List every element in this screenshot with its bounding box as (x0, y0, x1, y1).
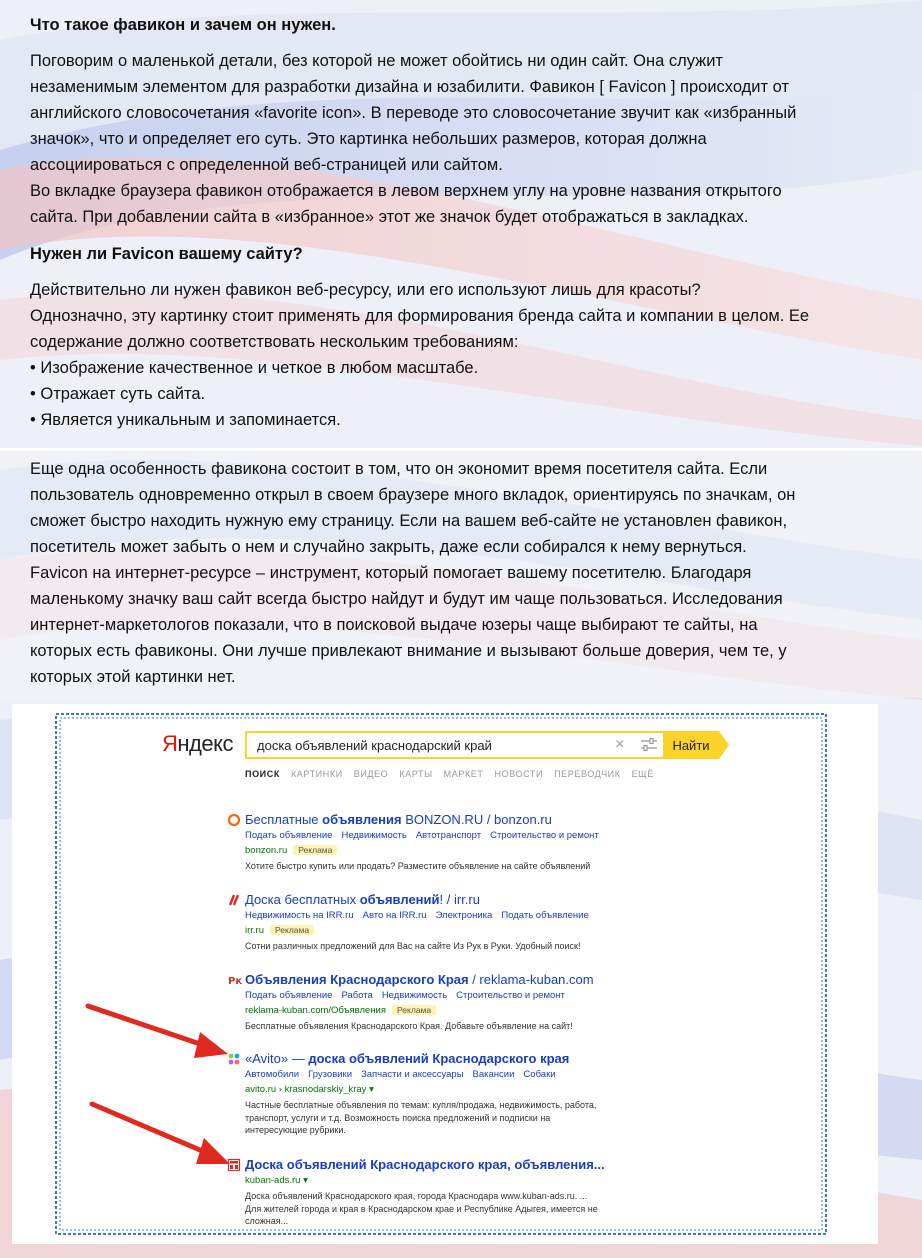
text-line: Favicon на интернет-ресурсе – инструмент, который помогает вашему посетителю. Благодаря (30, 564, 752, 582)
text-line: которых есть фавиконы. Они лучше привлекают внимание и вызывают больше доверия, чем те, у (30, 642, 787, 660)
browser-tab-paragraph (30, 178, 880, 230)
tab-news[interactable]: НОВОСТИ (494, 769, 544, 779)
find-button[interactable]: Найти (663, 731, 719, 759)
heading-what-is-favicon: Что такое фавикон и зачем он нужен. (30, 16, 336, 34)
clear-icon[interactable]: × (615, 736, 625, 753)
bullet-item: • Изображение качественное и четкое в любом масштабе. (30, 359, 479, 377)
result-url[interactable] (245, 1005, 436, 1016)
url-text: reklama-kuban.com/Объявления (245, 1005, 387, 1016)
logo-letter: Я (162, 731, 178, 756)
text-line: незаменимым элементом для разработки дизайна и юзабилити. Фавикон [ Favicon ] происходит от (30, 78, 790, 96)
intro-paragraph (30, 48, 880, 178)
result-title-link[interactable] (245, 972, 594, 987)
result-snippet: Бесплатные объявления Краснодарского Края. Добавьте объявление на сайт! (245, 1021, 573, 1031)
sitelink[interactable]: Недвижимость на IRR.ru (245, 910, 354, 921)
title-part: / reklama-kuban.com (468, 972, 594, 987)
text-line: Поговорим о маленькой детали, без которой не может обойтись ни один сайт. Она служит (30, 52, 723, 70)
url-text: irr.ru (245, 925, 264, 936)
sitelink[interactable]: Подать объявление (245, 990, 333, 1001)
text-line: значок», что и определяет его суть. Это картинка небольших размеров, которая должна (30, 130, 707, 148)
title-part: Доска объявлений Краснодарского края, объявления... (245, 1157, 605, 1172)
sitelinks (245, 910, 598, 921)
sitelink[interactable]: Работа (341, 990, 373, 1001)
url-text: bonzon.ru (245, 845, 288, 856)
sitelink[interactable]: Недвижимость (381, 990, 448, 1001)
text-line: Во вкладке браузера фавикон отображается в левом верхнем углу на уровне названия открытого (30, 182, 782, 200)
red-arrow-pointer (86, 1096, 246, 1176)
title-part: объявления (322, 812, 402, 827)
sitelink[interactable]: Подать объявление (245, 830, 333, 841)
text-line: Однозначно, эту картинку стоит применять для формирования бренда сайта и компании в целом. Ее (30, 307, 810, 325)
find-button-arrow (719, 731, 729, 759)
ad-badge: Реклама (293, 845, 337, 855)
sitelink[interactable]: Электроника (435, 910, 493, 921)
tab-translator[interactable]: ПЕРЕВОДЧИК (554, 769, 621, 779)
section-divider (0, 448, 922, 451)
ad-badge: Реклама (270, 925, 314, 935)
logo-rest: ндекс (177, 731, 233, 756)
svg-text:Рк: Рк (228, 976, 243, 987)
tab-video[interactable]: ВИДЕО (353, 769, 389, 779)
sitelinks (245, 1069, 565, 1080)
title-part: объявлений (359, 892, 440, 907)
heading-need-favicon: Нужен ли Favicon вашему сайту? (30, 245, 303, 263)
ad-badge: Реклама (392, 1005, 436, 1015)
irr-favicon-icon (228, 894, 240, 906)
text-line: которых этой картинки нет. (30, 668, 236, 686)
reklama-kuban-favicon-icon (228, 974, 243, 987)
text-line: ассоциироваться с определенной веб-страницей или сайтом. (30, 156, 503, 174)
title-part: Доска бесплатных (245, 892, 360, 907)
sitelink[interactable]: Вакансии (472, 1069, 515, 1080)
bullet-item: • Отражает суть сайта. (30, 385, 206, 403)
tab-maps[interactable]: КАРТЫ (399, 769, 433, 779)
result-url[interactable] (245, 845, 337, 856)
sitelink[interactable]: Грузовики (308, 1069, 353, 1080)
title-part: BONZON.RU / bonzon.ru (401, 812, 552, 827)
sitelinks (245, 990, 574, 1001)
result-title-link[interactable] (245, 812, 552, 827)
result-url[interactable]: kuban-ads.ru ▾ (245, 1175, 308, 1186)
sitelink[interactable]: Автотранспорт (415, 830, 482, 841)
text-line: посетитель может забыть о нем и случайно закрыть, даже если собирался к нему вернуться. (30, 538, 747, 556)
bonzon-favicon-icon (228, 814, 240, 826)
snippet-line: Частные бесплатные объявления по темам: купля/продажа, недвижимость, работа, (245, 1100, 597, 1110)
tab-market[interactable]: МАРКЕТ (443, 769, 484, 779)
text-line: сайта. При добавлении сайта в «избранное» этот же значок будет отображаться в закладках. (30, 208, 749, 226)
snippet-line: Для жителей города и края в Краснодарском крае и Республике Адыгея, имеется не (245, 1203, 598, 1214)
yandex-logo[interactable] (162, 731, 233, 757)
result-snippet: Хотите быстро купить или продать? Разместите объявление на сайте объявлений (245, 861, 591, 871)
intro-section (0, 0, 922, 446)
title-part: Бесплатные (245, 812, 323, 827)
title-part: ! / irr.ru (439, 892, 480, 907)
snippet-line: транспорт, услуги и т.д. Возможность поиска предложений и подписки на (245, 1112, 551, 1123)
text-line: маленькому значку ваш сайт всегда быстро найдут и будут им чаще пользоваться. Исследования (30, 590, 783, 608)
text-line: английского словосочетания «favorite icon». В переводе это словосочетание звучит как «избранный (30, 104, 797, 122)
tab-more[interactable]: ЕЩЁ (631, 769, 654, 779)
result-url[interactable]: avito.ru › krasnodarskiy_kray ▾ (245, 1084, 374, 1095)
result-title-link[interactable] (245, 1157, 605, 1172)
result-snippet (245, 1099, 645, 1137)
result-snippet: Сотни различных предложений для Вас на сайте Из Рук в Руки. Удобный поиск! (245, 941, 581, 951)
search-query-text: доска объявлений краснодарский край (257, 738, 492, 753)
feature-section (0, 452, 922, 698)
sitelink[interactable]: Автомобили (245, 1069, 300, 1080)
result-url[interactable] (245, 925, 314, 936)
snippet-line: интересующие рубрики. (245, 1125, 346, 1135)
tool-paragraph (30, 560, 880, 690)
question-line: Действительно ли нужен фавикон веб-ресурсу, или его используют лишь для красоты? (30, 281, 701, 299)
text-line: пользователь одновременно открыл в своем браузере много вкладок, ориентируясь по значкам, он (30, 486, 796, 504)
bullet-item: • Является уникальным и запоминается. (30, 411, 341, 429)
text-line: Еще одна особенность фавикона состоит в том, что он экономит время посетителя сайта. Если (30, 460, 768, 478)
result-title-link[interactable] (245, 1051, 569, 1066)
tab-search[interactable]: ПОИСК (245, 769, 280, 779)
sitelinks (245, 830, 608, 841)
sitelink[interactable]: Строительство и ремонт (490, 830, 599, 841)
result-title-link[interactable] (245, 892, 480, 907)
feature-paragraph (30, 456, 880, 560)
text-line: интернет-маркетологов показали, что в поисковой выдаче юзеры чаще выбирают те сайты, на (30, 616, 758, 634)
tab-images[interactable]: КАРТИНКИ (290, 769, 343, 779)
snippet-line: Доска объявлений Краснодарского края, города Краснодара www.kuban-ads.ru. ... (245, 1191, 588, 1201)
answer-paragraph (30, 303, 880, 355)
title-part: доска объявлений Краснодарского края (308, 1051, 570, 1066)
sitelink[interactable]: Запчасти и аксессуары (361, 1069, 464, 1080)
title-part: «Avito» — (245, 1051, 309, 1066)
snippet-line: сложная... (245, 1216, 289, 1226)
result-snippet (245, 1190, 645, 1228)
sitelink[interactable]: Собаки (523, 1069, 556, 1080)
settings-sliders-icon[interactable] (640, 737, 658, 753)
red-arrow-pointer (82, 996, 242, 1066)
search-input[interactable] (245, 731, 663, 759)
text-line: содержание должно соответствовать нескольким требованиям: (30, 333, 519, 351)
text-line: сможет быстро находить нужную ему страницу. Если на вашем веб-сайте не установлен фавикон, (30, 512, 788, 530)
yandex-serp-screenshot (12, 704, 878, 1244)
sitelink[interactable]: Подать объявление (501, 910, 589, 921)
sitelink[interactable]: Недвижимость (341, 830, 407, 841)
title-part: Объявления Краснодарского Края (245, 972, 469, 987)
sitelink[interactable]: Строительство и ремонт (456, 990, 565, 1001)
search-tabs (245, 769, 665, 779)
sitelink[interactable]: Авто на IRR.ru (362, 910, 427, 921)
